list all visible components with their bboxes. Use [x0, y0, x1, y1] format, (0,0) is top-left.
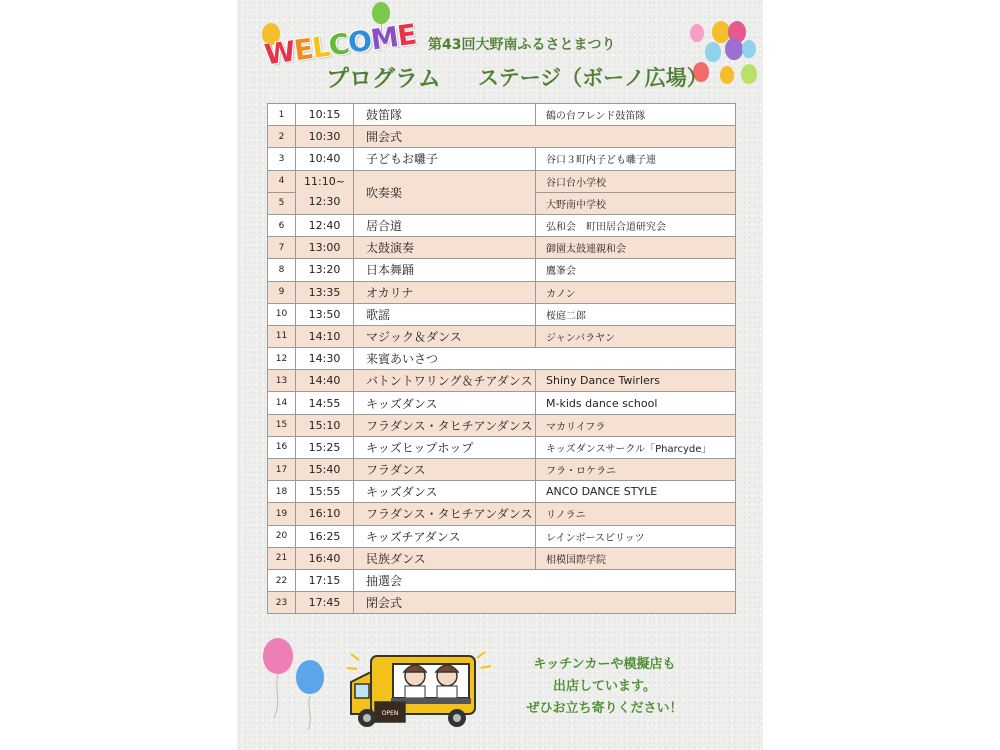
row-number: 19	[268, 503, 296, 525]
row-performer: 弘和会 町田居合道研究会	[536, 214, 736, 236]
row-performer: 谷口３町内子ども囃子連	[536, 148, 736, 170]
festival-title: 第43回大野南ふるさとまつり	[428, 37, 616, 53]
table-row	[268, 547, 736, 569]
row-act: 来賓あいさつ	[354, 348, 736, 370]
row-act: 抽選会	[354, 569, 736, 591]
table-row	[268, 503, 736, 525]
row-performer: 鶴の台フレンド鼓笛隊	[536, 104, 736, 126]
table-row	[268, 126, 736, 148]
table-row	[268, 170, 736, 192]
row-time: 13:35	[296, 281, 354, 303]
stage-title: ステージ（ボーノ広場）	[478, 66, 708, 90]
row-number: 6	[268, 214, 296, 236]
row-time: 16:25	[296, 525, 354, 547]
row-number: 17	[268, 459, 296, 481]
row-number: 15	[268, 414, 296, 436]
row-time: 10:15	[296, 104, 354, 126]
welcome-letter: E	[292, 32, 315, 68]
food-truck-icon	[345, 642, 497, 732]
row-number: 23	[268, 592, 296, 614]
row-act: 鼓笛隊	[354, 104, 536, 126]
row-performer: 大野南中学校	[536, 192, 736, 214]
row-number: 22	[268, 569, 296, 591]
row-number: 1	[268, 104, 296, 126]
row-performer: 谷口台小学校	[536, 170, 736, 192]
row-performer: 桜庭二郎	[536, 303, 736, 325]
row-time: 13:00	[296, 237, 354, 259]
row-number: 13	[268, 370, 296, 392]
row-act: 民族ダンス	[354, 547, 536, 569]
table-row	[268, 592, 736, 614]
table-row	[268, 348, 736, 370]
table-row	[268, 214, 736, 236]
row-number: 4	[268, 170, 296, 192]
row-time: 15:40	[296, 459, 354, 481]
row-number: 11	[268, 325, 296, 347]
row-time: 14:30	[296, 348, 354, 370]
row-number: 8	[268, 259, 296, 281]
table-row	[268, 148, 736, 170]
row-performer: マカリイフラ	[536, 414, 736, 436]
row-act: バトントワリング＆チアダンス	[354, 370, 536, 392]
table-row	[268, 436, 736, 458]
row-number: 12	[268, 348, 296, 370]
row-performer: ANCO DANCE STYLE	[536, 481, 736, 503]
row-number: 10	[268, 303, 296, 325]
row-time: 10:30	[296, 126, 354, 148]
footer-line: キッチンカーや模擬店も	[533, 657, 676, 672]
row-number: 7	[268, 237, 296, 259]
row-time: 14:10	[296, 325, 354, 347]
row-time: 10:40	[296, 148, 354, 170]
table-row	[268, 104, 736, 126]
row-number: 18	[268, 481, 296, 503]
welcome-letter: O	[346, 23, 374, 60]
row-number: 5	[268, 192, 296, 214]
row-act: 太鼓演奏	[354, 237, 536, 259]
row-act: 子どもお囃子	[354, 148, 536, 170]
row-number: 2	[268, 126, 296, 148]
row-number: 14	[268, 392, 296, 414]
table-row	[268, 481, 736, 503]
row-act: 吹奏楽	[354, 170, 536, 214]
welcome-letter: C	[326, 27, 351, 63]
table-row	[268, 392, 736, 414]
row-performer: ジャンバラヤン	[536, 325, 736, 347]
row-act: フラダンス・タヒチアンダンス	[354, 503, 536, 525]
row-time: 15:55	[296, 481, 354, 503]
row-time: 13:50	[296, 303, 354, 325]
truck-sign: OPEN	[381, 710, 399, 717]
footer-line: 出店しています。	[553, 679, 656, 694]
welcome-letter: L	[310, 29, 332, 65]
program-title: プログラム	[326, 66, 441, 92]
row-act: マジック＆ダンス	[354, 325, 536, 347]
row-time: 17:15	[296, 569, 354, 591]
row-number: 20	[268, 525, 296, 547]
row-act: 居合道	[354, 214, 536, 236]
row-act: キッズダンス	[354, 392, 536, 414]
row-act: 歌謡	[354, 303, 536, 325]
row-performer: フラ・ロケラニ	[536, 459, 736, 481]
welcome-letter: W	[262, 34, 297, 72]
row-act: 日本舞踊	[354, 259, 536, 281]
row-performer: カノン	[536, 281, 736, 303]
table-row	[268, 303, 736, 325]
row-time: 16:40	[296, 547, 354, 569]
table-row	[268, 569, 736, 591]
row-act: キッズダンス	[354, 481, 536, 503]
table-row	[268, 459, 736, 481]
row-time: 12:40	[296, 214, 354, 236]
row-performer: 相模国際学院	[536, 547, 736, 569]
table-row	[268, 237, 736, 259]
row-time: 14:55	[296, 392, 354, 414]
table-row	[268, 525, 736, 547]
welcome-letter: M	[368, 20, 400, 57]
row-time: 15:25	[296, 436, 354, 458]
row-performer: レインボースピリッツ	[536, 525, 736, 547]
row-performer: リノラニ	[536, 503, 736, 525]
row-performer: Shiny Dance Twirlers	[536, 370, 736, 392]
row-number: 21	[268, 547, 296, 569]
row-number: 9	[268, 281, 296, 303]
row-number: 16	[268, 436, 296, 458]
row-act: フラダンス・タヒチアンダンス	[354, 414, 536, 436]
table-row	[268, 259, 736, 281]
row-time: 16:10	[296, 503, 354, 525]
row-time: 14:40	[296, 370, 354, 392]
row-performer: 御園太鼓連親和会	[536, 237, 736, 259]
table-row	[268, 370, 736, 392]
row-act: フラダンス	[354, 459, 536, 481]
row-time: 15:10	[296, 414, 354, 436]
row-time: 13:20	[296, 259, 354, 281]
footer-message	[512, 654, 697, 720]
table-row	[268, 325, 736, 347]
row-act: 閉会式	[354, 592, 736, 614]
row-time: 11:10~ 12:30	[296, 170, 354, 214]
program-table	[267, 103, 736, 614]
row-act: オカリナ	[354, 281, 536, 303]
footer-line: ぜひお立ち寄りください！	[526, 701, 683, 716]
row-performer: M-kids dance school	[536, 392, 736, 414]
row-time: 17:45	[296, 592, 354, 614]
table-row	[268, 281, 736, 303]
row-act: キッズヒップホップ	[354, 436, 536, 458]
row-performer: 鷹峯会	[536, 259, 736, 281]
row-performer: キッズダンスサークル「Pharcyde」	[536, 436, 736, 458]
welcome-letter: E	[395, 17, 418, 53]
row-act: 開会式	[354, 126, 736, 148]
row-number: 3	[268, 148, 296, 170]
table-row	[268, 414, 736, 436]
row-act: キッズチアダンス	[354, 525, 536, 547]
